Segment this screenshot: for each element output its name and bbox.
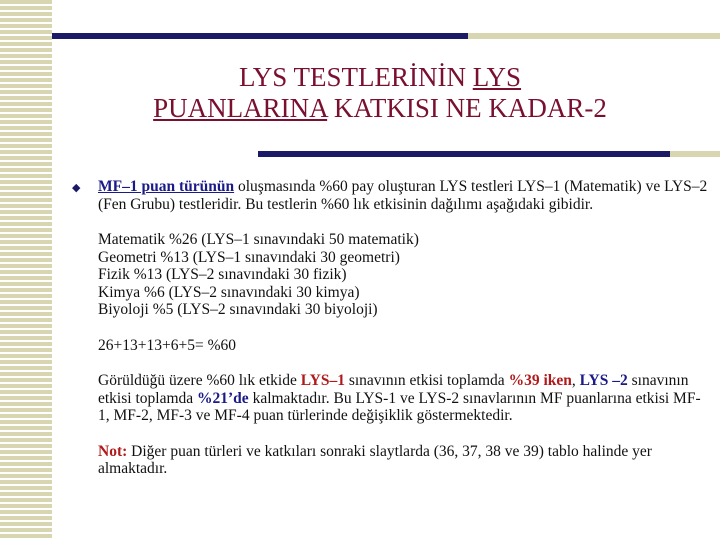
- list-item: Kimya %6 (LYS–2 sınavındaki 30 kimya): [98, 283, 360, 301]
- bottom-navy-bar: [258, 151, 670, 157]
- note-paragraph: [98, 443, 708, 478]
- diamond-bullet-icon: ◆: [72, 182, 81, 194]
- bullet-lead: MF–1 puan türünün: [98, 178, 235, 195]
- bottom-olive-bar: [670, 151, 720, 157]
- conclusion-text: ,: [571, 372, 580, 389]
- conclusion-text: Görüldüğü üzere %60 lık etkide: [98, 372, 301, 389]
- lys2-highlight: LYS –2: [579, 372, 628, 389]
- title-line2-part2: KATKISI NE KADAR-2: [327, 93, 607, 123]
- slide-title: [60, 62, 700, 124]
- note-label: Not:: [98, 442, 128, 460]
- conclusion-text: sınavının etkisi toplamda: [98, 372, 689, 407]
- conclusion-text: sınavının etkisi toplamda: [344, 372, 509, 389]
- decorative-stripe: [0, 0, 52, 540]
- list-item: Fizik %13 (LYS–2 sınavındaki 30 fizik): [98, 266, 347, 283]
- bullet-rest: oluşmasında %60 pay oluşturan LYS testleri LYS–1 (Matematik) ve LYS–2 (Fen Grubu) testleridir. Bu testlerin %60 lık etkisinin dağılımı aşağıdaki gibidir.: [98, 178, 708, 213]
- title-line1-part1: LYS TESTLERİNİN: [238, 62, 473, 92]
- weight-list: [98, 231, 708, 319]
- bullet-paragraph: [98, 178, 708, 213]
- slide-content: [98, 178, 708, 478]
- pct21-highlight: %21’de: [197, 389, 249, 407]
- title-line1-part2: LYS: [472, 62, 522, 92]
- note-text: Diğer puan türleri ve katkıları sonraki slaytlarda (36, 37, 38 ve 39) tablo halinde yer almaktadır.: [98, 442, 652, 477]
- pct39-highlight: %39 iken: [508, 372, 572, 389]
- conclusion-text: kalmaktadır. Bu LYS-1 ve LYS-2 sınavlarının MF puanlarına etkisi MF-1, MF-2, MF-3 ve MF-4 puan türlerinde değişiklik göstermektedir.: [98, 389, 701, 424]
- list-item: Matematik %26 (LYS–1 sınavındaki 50 matematik): [98, 231, 419, 248]
- top-navy-bar: [52, 33, 468, 39]
- sum-line: 26+13+13+6+5= %60: [98, 336, 236, 354]
- top-olive-bar: [468, 33, 720, 39]
- lys1-highlight: LYS–1: [300, 372, 345, 389]
- conclusion-paragraph: [98, 372, 708, 425]
- list-item: Biyoloji %5 (LYS–2 sınavındaki 30 biyoloji): [98, 301, 378, 318]
- list-item: Geometri %13 (LYS–1 sınavındaki 30 geometri): [98, 248, 400, 266]
- title-line2-part1: PUANLARINA: [153, 93, 328, 123]
